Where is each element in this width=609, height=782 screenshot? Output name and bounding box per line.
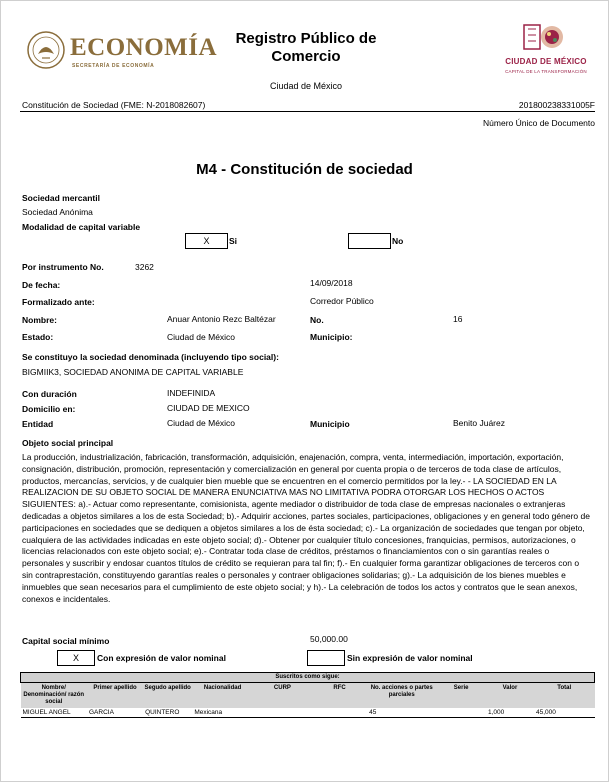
- table-header-row: [21, 683, 595, 709]
- municipio2-label: Municipio: [310, 419, 350, 429]
- con-expresion-checkbox[interactable]: X: [57, 650, 95, 666]
- column-header: Segudo apellido: [143, 683, 192, 709]
- cdmx-emblem-icon: [520, 21, 568, 53]
- column-header: Nacionalidad: [192, 683, 253, 709]
- document-title: M4 - Constitución de sociedad: [196, 161, 413, 178]
- denominada-label: Se constituyo la sociedad denominada (incluyendo tipo social):: [22, 352, 279, 362]
- economia-subtitle: SECRETARÍA DE ECONOMÍA: [72, 63, 155, 69]
- economia-logo: [26, 30, 218, 74]
- column-header: Nombre/ Denominación/ razón social: [21, 683, 87, 709]
- table-cell: 45: [367, 708, 436, 718]
- instrumento-label: Por instrumento No.: [22, 262, 104, 272]
- duracion-label: Con duración: [22, 389, 77, 399]
- table-row: [21, 708, 595, 718]
- domicilio-value: CIUDAD DE MEXICO: [167, 403, 250, 413]
- fecha-label: De fecha:: [22, 280, 61, 290]
- table-cell: QUINTERO: [143, 708, 192, 718]
- objeto-social-text: La producción, industrialización, fabricación, transformación, adquisición, enajenación, compra, venta, intermediación, importación, exportación, consignación, distribución, promoción, representación y comercialización en general por cuenta propia o de terceros de toda clase de artículos, productos, mercancías, servicios, y de cualquier bien mueble que se encuentren en el comercio permitidos por la ley.- - LA SOCIEDAD EN LA REALIZACION DE SU OBJETO SOCIAL DE MANERA ENUNCIATIVA MAS NO LIMITATIVA PODRA OTORGAR LOS HECHOS O ACTOS SIGUIENTES: a).- Actuar como representante, comisionista, agente mediador o distribuidor de toda clase de empresas nacionales o extranjeras dedicadas a objetos similares a los de esta Sociedad; b).- Adquirir acciones, partes sociales, participaciones, obligaciones y en general todo género de participaciones en sociedades que se dediquen a objetos similares a los de ésta sociedad; c).- La organización de sociedades que tengan por objeto, cualquiera de las actividades indicadas en este objeto social; d).- Obtener por cualquier título concesiones, franquicias, permisos, autorizaciones, o licencias relacionados con este objeto social; e).- Contratar toda clase de créditos, préstamos o financiamientos con o sin garantías reales o personales y suscribir y endosar cuantos títulos de crédito se requieran para tal fin; f).- En cualquier forma garantizar obligaciones de terceros con o sin contraprestación, constituyendo garantías reales o personales y contraer obligaciones solidarias; g).- La adquisición de los bienes muebles e inmuebles que sean necesarios para el cumplimiento de este objeto social; y h).- La celebración de todos los actos y contratos que le sean anexos, conexos e incidentales.: [22, 452, 590, 604]
- suscritos-table: [20, 672, 595, 718]
- si-checkbox[interactable]: X: [185, 233, 228, 249]
- column-header: Serie: [436, 683, 486, 709]
- table-cell: GARCIA: [87, 708, 143, 718]
- sociedad-mercantil-value: Sociedad Anónima: [22, 207, 93, 217]
- table-cell: [312, 708, 367, 718]
- document-folio: 201800238331005F: [518, 100, 595, 110]
- column-header: Valor: [486, 683, 534, 709]
- table-cell: Mexicana: [192, 708, 253, 718]
- table-cell: [253, 708, 312, 718]
- column-header: RFC: [312, 683, 367, 709]
- eagle-emblem-icon: [26, 30, 66, 70]
- sin-expresion-checkbox[interactable]: [307, 650, 345, 666]
- fecha-value: 14/09/2018: [310, 278, 353, 288]
- numero-value: 16: [453, 314, 463, 324]
- municipio-label: Municipio:: [310, 332, 353, 342]
- capital-label: Capital social mínimo: [22, 636, 110, 646]
- entidad-value: Ciudad de México: [167, 418, 236, 428]
- registry-title: Registro Público de Comercio: [235, 30, 377, 65]
- sociedad-mercantil-label: Sociedad mercantil: [22, 193, 100, 203]
- table-caption: Suscritos como sigue:: [21, 673, 595, 683]
- formalizado-label: Formalizado ante:: [22, 297, 95, 307]
- table-cell: 1,000: [486, 708, 534, 718]
- no-label: No: [392, 236, 404, 246]
- nombre-value: Anuar Antonio Rezc Baltézar: [167, 314, 276, 324]
- table-cell: 45,000: [534, 708, 595, 718]
- capital-value: 50,000.00: [310, 634, 348, 644]
- table-cell: [436, 708, 486, 718]
- table-body: [21, 708, 595, 718]
- entidad-label: Entidad: [22, 419, 54, 429]
- registry-city: Ciudad de México: [269, 81, 343, 91]
- estado-label: Estado:: [22, 332, 54, 342]
- estado-value: Ciudad de México: [167, 332, 236, 342]
- instrumento-value: 3262: [135, 262, 154, 272]
- column-header: Total: [534, 683, 595, 709]
- cdmx-subtitle: CAPITAL DE LA TRANSFORMACIÓN: [505, 69, 587, 74]
- header-divider: [20, 111, 595, 112]
- municipio2-value: Benito Juárez: [453, 418, 505, 428]
- economia-wordmark: ECONOMÍA: [70, 34, 218, 61]
- denominada-value: BIGMIIK3, SOCIEDAD ANONIMA DE CAPITAL VARIABLE: [22, 367, 244, 377]
- no-checkbox[interactable]: [348, 233, 391, 249]
- cdmx-logo: [500, 21, 592, 81]
- domicilio-label: Domicilio en:: [22, 404, 76, 414]
- numero-label: No.: [310, 315, 324, 325]
- column-header: No. acciones o partes parciales: [367, 683, 436, 709]
- column-header: Primer apellido: [87, 683, 143, 709]
- objeto-label: Objeto social principal: [22, 438, 114, 448]
- table-cell: MIGUEL ANGEL: [21, 708, 87, 718]
- constitucion-ref: Constitución de Sociedad (FME: N-2018082607): [22, 100, 206, 110]
- si-label: Si: [229, 236, 238, 246]
- column-header: CURP: [253, 683, 312, 709]
- formalizado-value: Corredor Público: [310, 296, 374, 306]
- cdmx-wordmark: CIUDAD DE MÉXICO: [505, 57, 587, 66]
- duracion-value: INDEFINIDA: [167, 388, 216, 398]
- con-expresion-label: Con expresión de valor nominal: [97, 653, 226, 663]
- modalidad-label: Modalidad de capital variable: [22, 222, 141, 232]
- nud-label: Número Único de Documento: [483, 118, 595, 128]
- nombre-label: Nombre:: [22, 315, 57, 325]
- sin-expresion-label: Sin expresión de valor nominal: [347, 653, 473, 663]
